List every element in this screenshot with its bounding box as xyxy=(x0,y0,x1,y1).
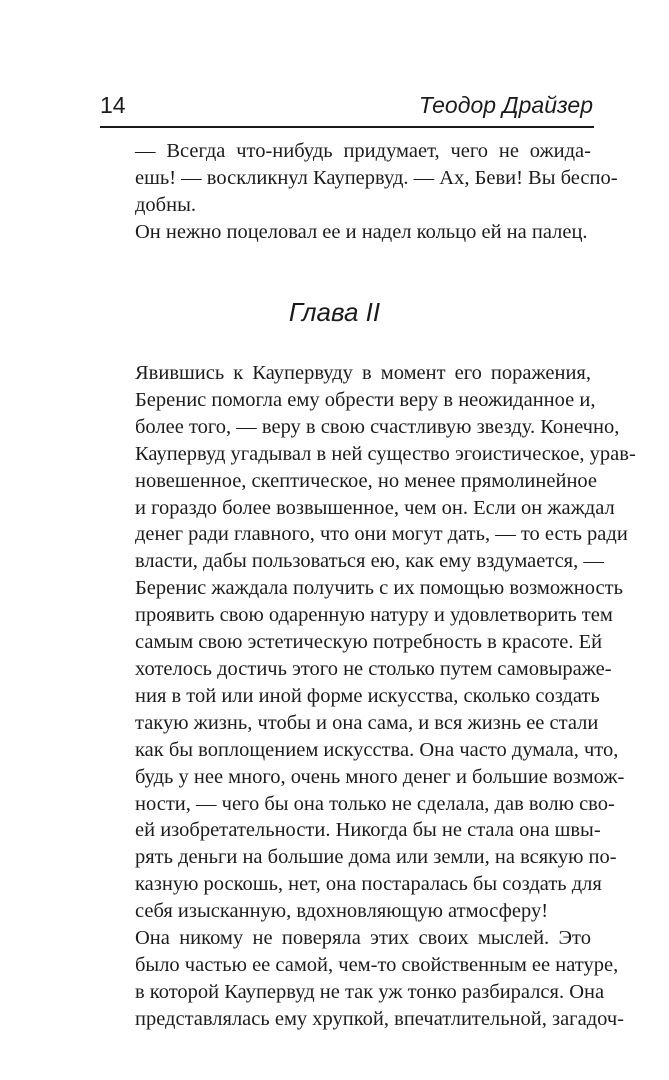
text-line: Он нежно поцеловал ее и надел кольцо ей на палец. xyxy=(135,220,588,243)
text-line: ешь! — воскликнул Каупервуд. — Ах, Беви! Вы беспо- xyxy=(135,166,618,189)
text-line: ния в той или иной форме искусства, сколько создать xyxy=(135,684,600,707)
text-line: Она никому не поверяла этих своих мыслей. Это xyxy=(135,927,591,950)
text-line: Беренис жаждала получить с их помощью возможность xyxy=(135,577,623,600)
text-line: денег ради главного, что они могут дать, — то есть ради xyxy=(135,523,628,546)
text-line: хотелось достичь этого не столько путем самовыраже- xyxy=(135,657,612,680)
chapter-text xyxy=(101,360,636,1033)
text-line: казную роскошь, нет, она постаралась бы создать для xyxy=(135,873,602,896)
opening-text xyxy=(101,138,618,246)
text-line: добны. xyxy=(135,193,196,216)
text-line: проявить свою одаренную натуру и удовлетворить тем xyxy=(135,604,613,627)
text-line: ей изобретательности. Никогда бы не стала она швы- xyxy=(135,819,601,842)
text-line: будь у нее много, очень много денег и большие возмож- xyxy=(135,765,625,788)
chapter-title: Глава II xyxy=(288,297,381,327)
running-header xyxy=(100,89,593,125)
paragraph xyxy=(101,219,591,246)
text-line: ности, — чего бы она только не сделала, дав волю сво- xyxy=(135,792,615,815)
text-line: и гораздо более возвышенное, чем он. Если он жаждал xyxy=(135,496,615,519)
paragraph xyxy=(101,925,624,1033)
text-line: Явившись к Каупервуду в момент его поражения, xyxy=(135,362,591,384)
text-line: новешенное, скептическое, но менее прямолинейное xyxy=(135,469,598,492)
text-line: было частью ее самой, чем-то свойственным ее натуре, xyxy=(135,953,619,976)
text-line: в которой Каупервуд не так уж тонко разбирался. Она xyxy=(135,980,605,1003)
running-author: Теодор Драйзер xyxy=(418,92,593,118)
text-line: такую жизнь, чтобы и она сама, и вся жизнь ее стали xyxy=(135,711,599,734)
header-rule xyxy=(100,126,594,128)
text-line: — Всегда что-нибудь придумает, чего не ожида- xyxy=(135,140,591,162)
page-number: 14 xyxy=(100,92,126,118)
text-line: рять деньги на большие дома или земли, на всякую по- xyxy=(135,846,617,869)
text-line: как бы воплощением искусства. Она часто думала, что, xyxy=(135,738,619,761)
paragraph xyxy=(101,360,636,925)
text-line: себя изысканную, вдохновляющую атмосферу! xyxy=(135,900,549,923)
text-line: представлялась ему хрупкой, впечатлительной, загадоч- xyxy=(135,1007,624,1030)
text-line: более того, — веру в свою счастливую звезду. Конечно, xyxy=(135,415,620,438)
text-line: самым свою эстетическую потребность в красоте. Ей xyxy=(135,631,603,654)
text-line: власти, дабы пользоваться ею, как ему вздумается, — xyxy=(135,550,604,573)
paragraph xyxy=(101,138,618,219)
text-line: Каупервуд угадывал в ней существо эгоистическое, урав- xyxy=(135,442,636,465)
text-line: Беренис помогла ему обрести веру в неожиданное и, xyxy=(135,388,596,411)
